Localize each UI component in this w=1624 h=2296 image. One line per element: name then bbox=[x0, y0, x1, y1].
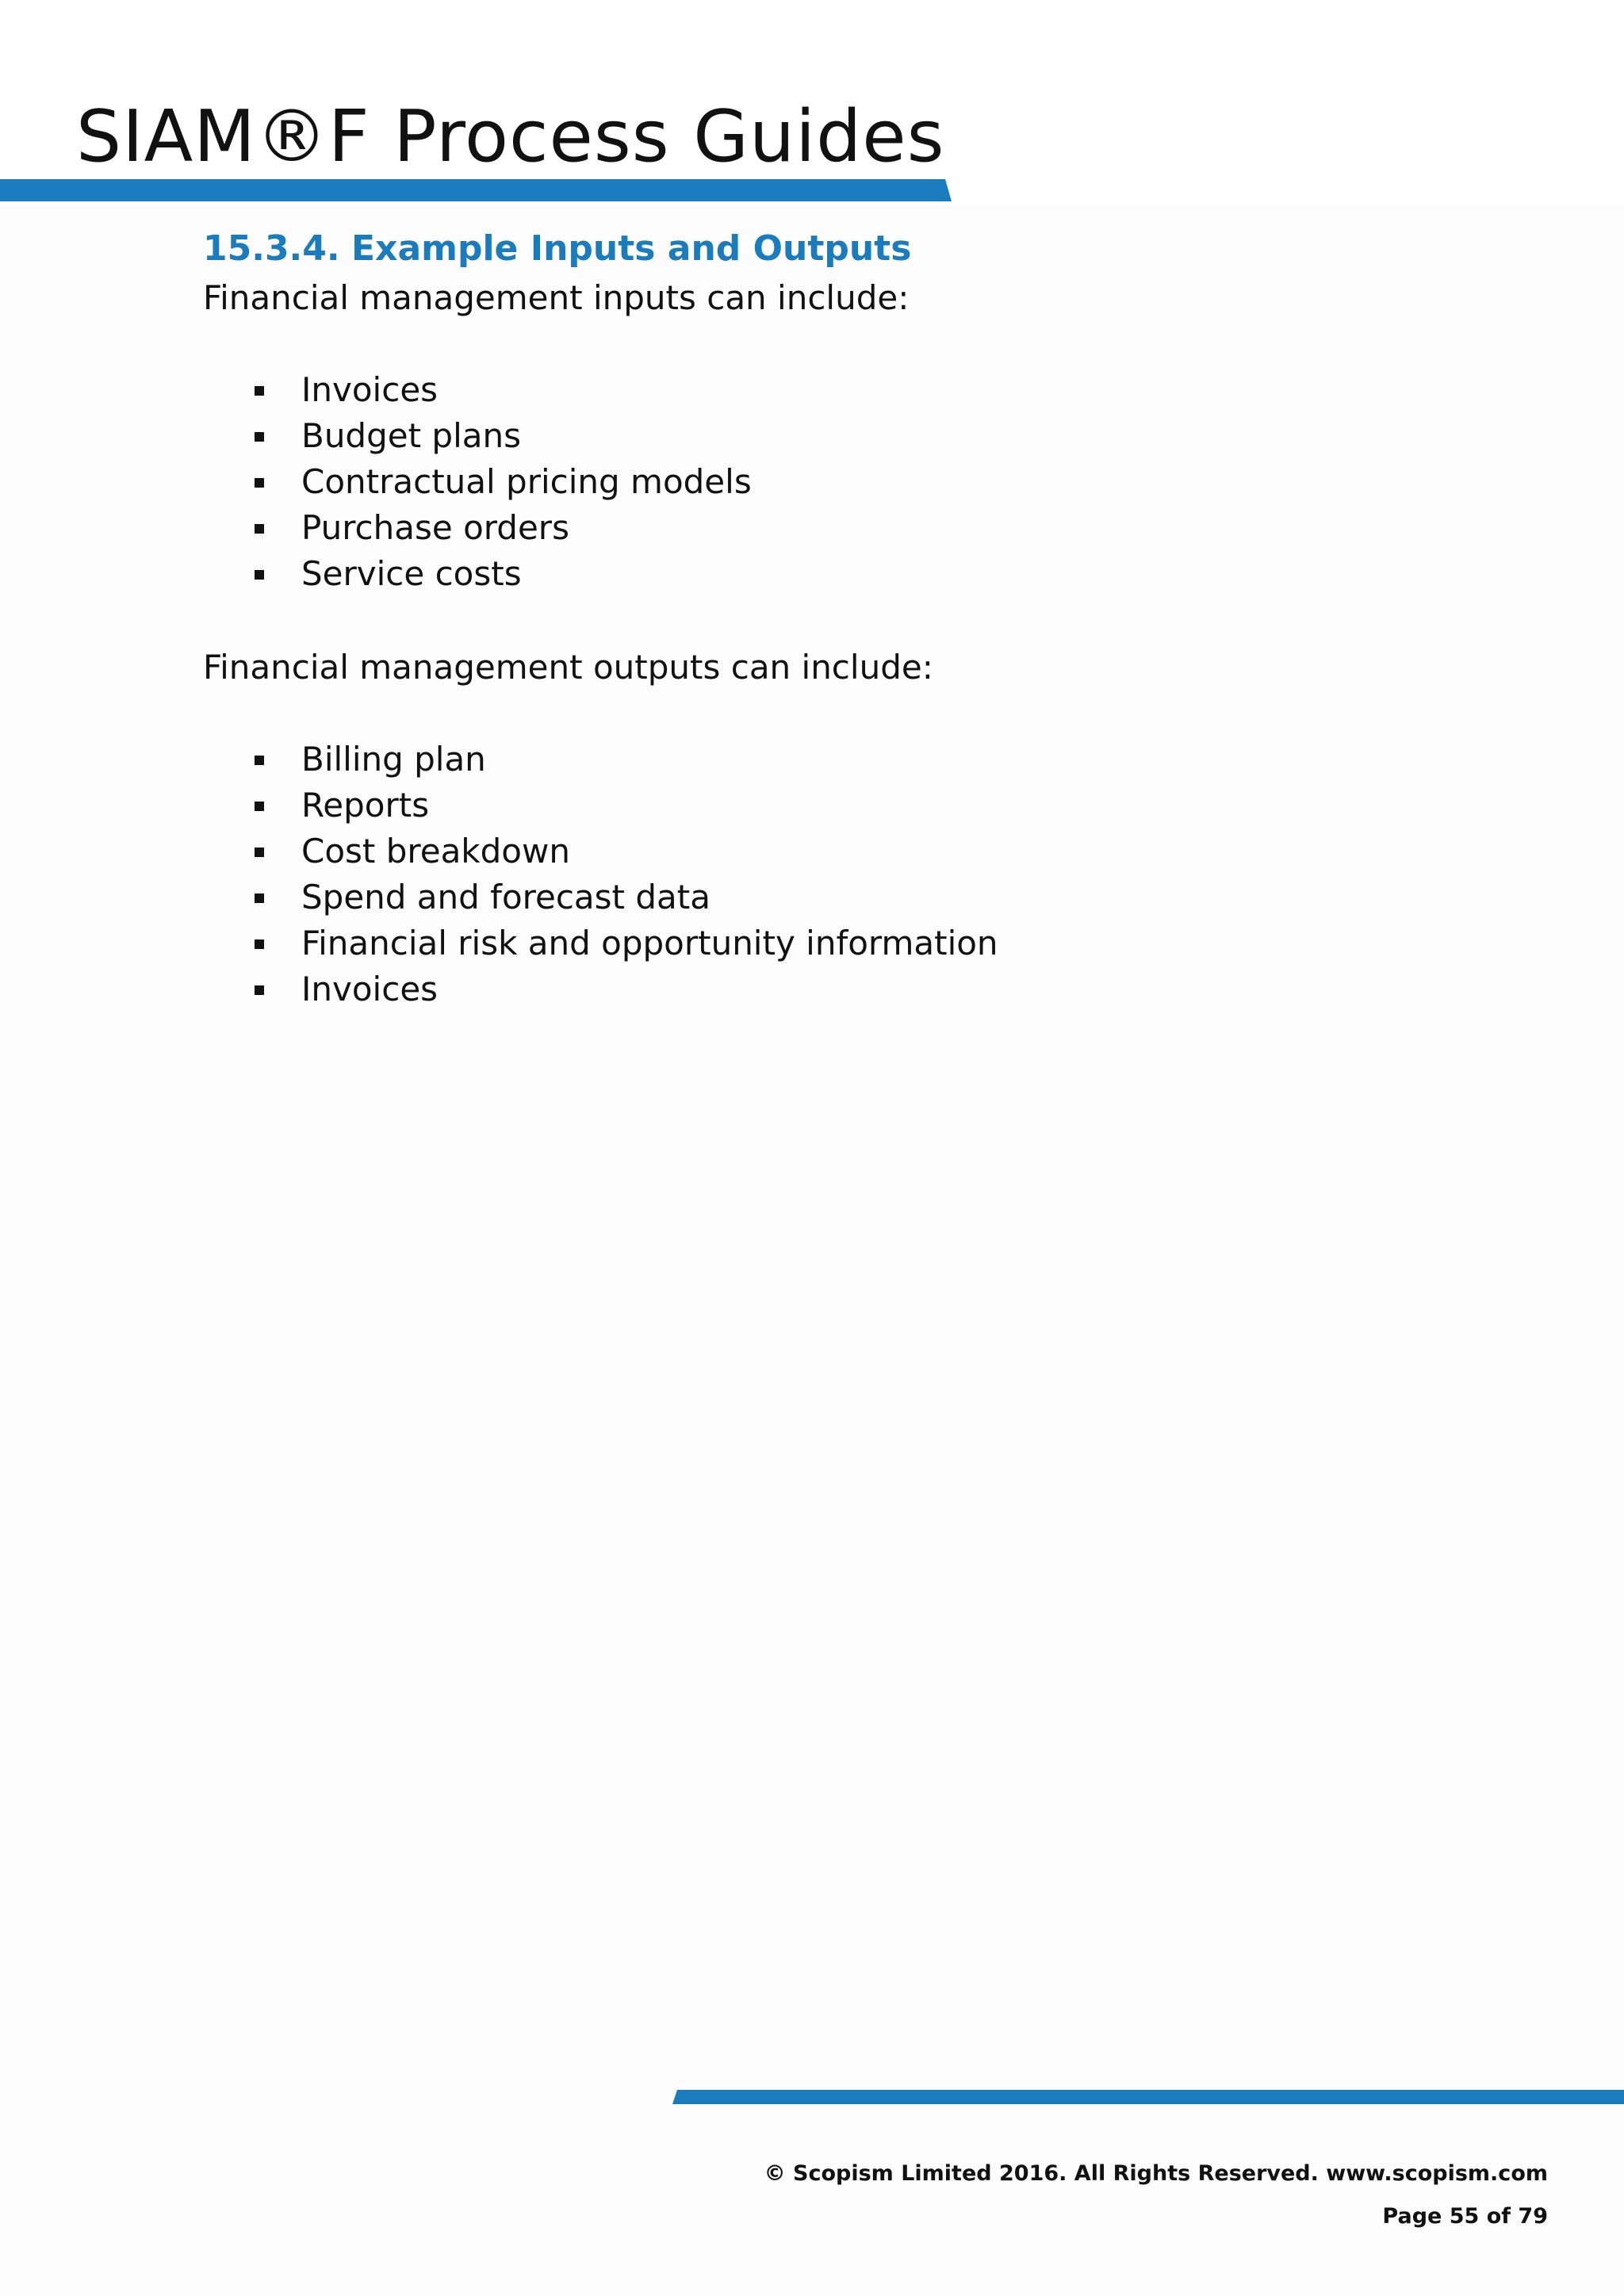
square-bullet-icon bbox=[255, 939, 264, 949]
square-bullet-icon bbox=[255, 894, 264, 903]
page-number: Page 55 of 79 bbox=[1382, 2204, 1548, 2229]
square-bullet-icon bbox=[255, 756, 264, 765]
section-heading bbox=[203, 226, 911, 272]
list-item-label: Invoices bbox=[301, 370, 439, 409]
header-accent-bar bbox=[0, 179, 952, 201]
square-bullet-icon bbox=[255, 524, 264, 534]
list-item-label: Budget plans bbox=[301, 416, 521, 455]
list-item-label: Spend and forecast data bbox=[301, 878, 710, 916]
document-title: SIAM®F Process Guides bbox=[76, 95, 945, 178]
outputs-intro: Financial management outputs can include: bbox=[203, 648, 933, 687]
inputs-intro: Financial management inputs can include: bbox=[203, 278, 910, 317]
list-item-label: Purchase orders bbox=[301, 508, 569, 547]
square-bullet-icon bbox=[255, 386, 264, 396]
list-item-label: Billing plan bbox=[301, 740, 486, 779]
section-title: Example Inputs and Outputs bbox=[351, 228, 912, 269]
page-header bbox=[0, 0, 1624, 206]
list-item-label: Invoices bbox=[301, 970, 439, 1008]
footer-accent-bar bbox=[672, 2090, 1624, 2104]
list-item-label: Contractual pricing models bbox=[301, 462, 752, 501]
square-bullet-icon bbox=[255, 985, 264, 995]
square-bullet-icon bbox=[255, 802, 264, 811]
list-item-label: Service costs bbox=[301, 554, 522, 593]
square-bullet-icon bbox=[255, 478, 264, 488]
list-item-label: Financial risk and opportunity information bbox=[301, 924, 998, 962]
section-number: 15.3.4. bbox=[203, 228, 340, 269]
square-bullet-icon bbox=[255, 848, 264, 857]
footer-copyright: © Scopism Limited 2016. All Rights Reserved. www.scopism.com bbox=[764, 2161, 1548, 2186]
list-item-label: Reports bbox=[301, 786, 430, 825]
square-bullet-icon bbox=[255, 432, 264, 442]
list-item-label: Cost breakdown bbox=[301, 832, 570, 871]
square-bullet-icon bbox=[255, 570, 264, 580]
